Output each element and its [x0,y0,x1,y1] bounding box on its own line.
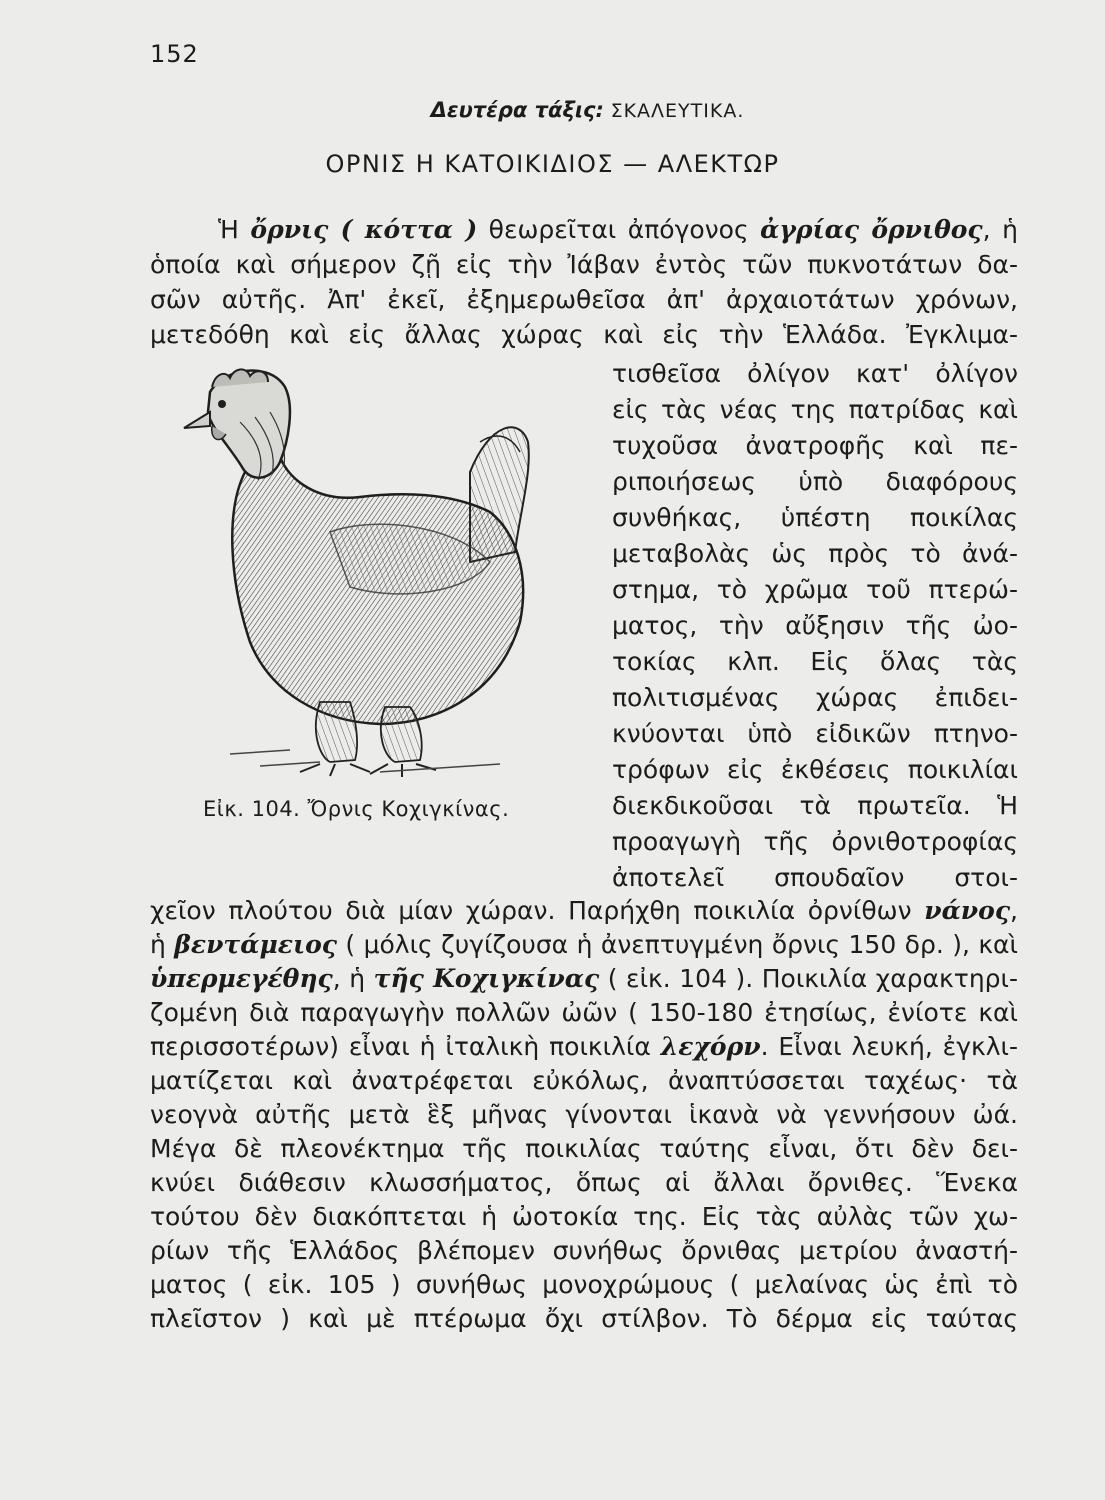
figure-caption: Εἰκ. 104. Ὄρνις Κοχιγκίνας. [203,797,510,821]
text-line: ρίων τῆς Ἑλλάδος βλέπομεν συνήθως ὄρνιθας μετρίου ἀναστή- [150,1236,1018,1265]
text-line: εἰς τὰς νέας της πατρίδας καὶ [612,395,1018,424]
text-line: Ἡ ὄρνις ( κόττα ) θεωρεῖται ἀπόγονος ἀγρίας ὄρνιθος, ἡ [218,215,1018,244]
page-number: 152 [150,40,199,68]
text-line: ματίζεται καὶ ἀνατρέφεται εὐκόλως, ἀναπτύσσεται ταχέως· τὰ [150,1066,1018,1095]
text-line: ριποιήσεως ὑπὸ διαφόρους [612,467,1018,496]
text-line: μετεδόθη καὶ εἰς ἄλλας χώρας καὶ εἰς τὴν Ἑλλάδα. Ἐγκλιμα- [150,320,1018,349]
text-line: τισθεῖσα ὀλίγον κατ' ὀλίγον [612,359,1018,388]
section-order: Δευτέρα τάξις: [430,98,604,122]
text-line: ματος, τὴν αὔξησιν τῆς ὠο- [612,611,1018,640]
text-line: χεῖον πλούτου διὰ μίαν χώραν. Παρήχθη ποικιλία ὀρνίθων νάνος, [150,896,1018,925]
text-line: σῶν αὐτῆς. Ἀπ' ἐκεῖ, ἐξημερωθεῖσα ἀπ' ἀρχαιοτάτων χρόνων, [150,285,1018,314]
text-line: Μέγα δὲ πλεονέκτημα τῆς ποικιλίας ταύτης εἶναι, ὅτι δὲν δει- [150,1134,1018,1163]
text-line: μεταβολὰς ὡς πρὸς τὸ ἀνά- [612,539,1018,568]
text-line: τούτου δὲν διακόπτεται ἡ ὠοτοκία της. Εἰς τὰς αὐλὰς τῶν χω- [150,1202,1018,1231]
text-line: κνύει διάθεσιν κλωσσήματος, ὅπως αἱ ἄλλαι ὄρνιθες. Ἕνεκα [150,1168,1018,1197]
text-line: τυχοῦσα ἀνατροφῆς καὶ πε- [612,431,1018,460]
text-line: ἡ βεντάμειος ( μόλις ζυγίζουσα ἡ ἀνεπτυγμένη ὄρνις 150 δρ. ), καὶ [150,930,1018,959]
text-line: προαγωγὴ τῆς ὀρνιθοτροφίας [612,827,1018,856]
section-heading [0,98,1105,122]
text-line: διεκδικοῦσαι τὰ πρωτεῖα. Ἡ [612,791,1018,820]
text-line: πλεῖστον ) καὶ μὲ πτέρωμα ὄχι στίλβον. Τὸ δέρμα εἰς ταύτας [150,1304,1018,1333]
text-line: πολιτισμένας χώρας ἐπιδει- [612,683,1018,712]
text-line: στημα, τὸ χρῶμα τοῦ πτερώ- [612,575,1018,604]
text-line: τοκίας κλπ. Εἰς ὅλας τὰς [612,647,1018,676]
text-line: περισσοτέρων) εἶναι ἡ ἰταλικὴ ποικιλία λεχόρν. Εἶναι λευκή, ἐγκλι- [150,1032,1018,1061]
text-line: τρόφων εἰς ἐκθέσεις ποικιλίαι [612,755,1018,784]
text-line: κνύονται ὑπὸ εἰδικῶν πτηνο- [612,719,1018,748]
text-line: νεογνὰ αὐτῆς μετὰ ἓξ μῆνας γίνονται ἱκανὰ νὰ γεννήσουν ὠά. [150,1100,1018,1129]
text-line: ὁποία καὶ σήμερον ζῇ εἰς τὴν Ἰάβαν ἐντὸς τῶν πυκνοτάτων δα- [150,250,1018,279]
chapter-title: ΟΡΝΙΣ Η ΚΑΤΟΙΚΙΔΙΟΣ — ΑΛΕΚΤΩΡ [325,150,780,178]
text-line: ἀποτελεῖ σπουδαῖον στοι- [612,863,1018,892]
hen-illustration [170,362,550,782]
text-line: συνθήκας, ὑπέστη ποικίλας [612,503,1018,532]
text-line: ζομένη διὰ παραγωγὴν πολλῶν ὠῶν ( 150-180 ἐτησίως, ἐνίοτε καὶ [150,998,1018,1027]
text-line: ὑπερμεγέθης, ἡ τῆς Κοχιγκίνας ( εἰκ. 104 ). Ποικιλία χαρακτηρι- [150,964,1019,993]
section-group: ΣΚΑΛΕΥΤΙΚΑ. [610,100,745,122]
text-line: ματος ( εἰκ. 105 ) συνήθως μονοχρώμους ( μελαίνας ὡς ἐπὶ τὸ [150,1270,1018,1299]
